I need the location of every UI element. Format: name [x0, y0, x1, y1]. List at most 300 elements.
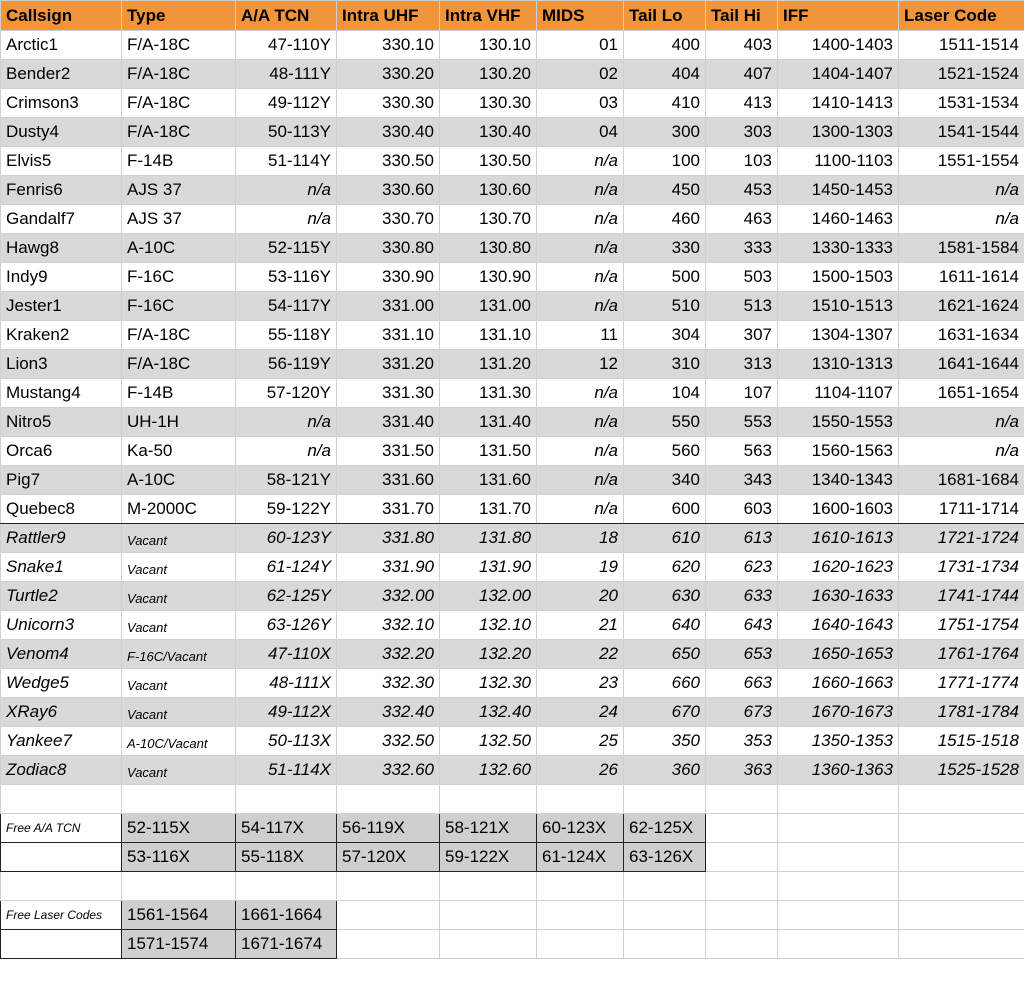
header-iff[interactable]: IFF: [778, 1, 899, 31]
cell-iff[interactable]: 1650-1653: [778, 640, 899, 669]
cell-intra-vhf[interactable]: 130.30: [440, 89, 537, 118]
cell-callsign[interactable]: Mustang4: [1, 379, 122, 408]
cell-intra-uhf[interactable]: 332.20: [337, 640, 440, 669]
cell-aa-tcn[interactable]: 50-113X: [236, 727, 337, 756]
empty-cell[interactable]: [537, 785, 624, 814]
cell-tail-lo[interactable]: 640: [624, 611, 706, 640]
cell-tail-hi[interactable]: 663: [706, 669, 778, 698]
cell-laser-code[interactable]: 1531-1534: [899, 89, 1024, 118]
cell-tail-hi[interactable]: 633: [706, 582, 778, 611]
cell-laser-code[interactable]: 1511-1514: [899, 31, 1024, 60]
cell-intra-vhf[interactable]: 131.50: [440, 437, 537, 466]
cell-aa-tcn[interactable]: 49-112X: [236, 698, 337, 727]
empty-cell[interactable]: [236, 785, 337, 814]
cell-mids[interactable]: 11: [537, 321, 624, 350]
cell-tail-hi[interactable]: 307: [706, 321, 778, 350]
cell-mids[interactable]: n/a: [537, 408, 624, 437]
cell-tail-lo[interactable]: 620: [624, 553, 706, 582]
cell-tail-lo[interactable]: 360: [624, 756, 706, 785]
cell-callsign[interactable]: Wedge5: [1, 669, 122, 698]
cell-tail-hi[interactable]: 513: [706, 292, 778, 321]
cell-iff[interactable]: 1600-1603: [778, 495, 899, 524]
empty-cell[interactable]: [337, 872, 440, 901]
cell-mids[interactable]: 25: [537, 727, 624, 756]
empty-cell[interactable]: [624, 901, 706, 930]
cell-aa-tcn[interactable]: 50-113Y: [236, 118, 337, 147]
cell-type[interactable]: Vacant: [122, 669, 236, 698]
empty-cell[interactable]: [706, 872, 778, 901]
free-laser-label[interactable]: Free Laser Codes: [1, 901, 122, 930]
empty-cell[interactable]: [440, 901, 537, 930]
cell-intra-vhf[interactable]: 130.10: [440, 31, 537, 60]
cell-aa-tcn[interactable]: 51-114X: [236, 756, 337, 785]
cell-mids[interactable]: n/a: [537, 466, 624, 495]
empty-cell[interactable]: [899, 872, 1024, 901]
cell-iff[interactable]: 1640-1643: [778, 611, 899, 640]
cell-iff[interactable]: 1550-1553: [778, 408, 899, 437]
cell-callsign[interactable]: XRay6: [1, 698, 122, 727]
cell-aa-tcn[interactable]: 52-115Y: [236, 234, 337, 263]
cell-callsign[interactable]: Dusty4: [1, 118, 122, 147]
cell-aa-tcn[interactable]: 56-119Y: [236, 350, 337, 379]
cell-type[interactable]: F-14B: [122, 147, 236, 176]
empty-cell[interactable]: [537, 901, 624, 930]
empty-cell[interactable]: [899, 843, 1024, 872]
cell-intra-vhf[interactable]: 131.40: [440, 408, 537, 437]
cell-type[interactable]: Vacant: [122, 611, 236, 640]
cell-mids[interactable]: 03: [537, 89, 624, 118]
cell-iff[interactable]: 1400-1403: [778, 31, 899, 60]
empty-cell[interactable]: [778, 785, 899, 814]
cell-mids[interactable]: 26: [537, 756, 624, 785]
cell-type[interactable]: F/A-18C: [122, 118, 236, 147]
cell-intra-uhf[interactable]: 332.10: [337, 611, 440, 640]
cell-aa-tcn[interactable]: 57-120Y: [236, 379, 337, 408]
empty-cell[interactable]: [778, 814, 899, 843]
cell-laser-code[interactable]: 1711-1714: [899, 495, 1024, 524]
free-tcn-cell[interactable]: 57-120X: [337, 843, 440, 872]
header-intra-vhf[interactable]: Intra VHF: [440, 1, 537, 31]
cell-aa-tcn[interactable]: 54-117Y: [236, 292, 337, 321]
cell-intra-vhf[interactable]: 132.50: [440, 727, 537, 756]
cell-intra-vhf[interactable]: 131.90: [440, 553, 537, 582]
empty-cell[interactable]: [440, 785, 537, 814]
cell-intra-vhf[interactable]: 130.50: [440, 147, 537, 176]
cell-callsign[interactable]: Venom4: [1, 640, 122, 669]
free-laser-label-spacer[interactable]: [1, 930, 122, 959]
header-intra-uhf[interactable]: Intra UHF: [337, 1, 440, 31]
cell-intra-vhf[interactable]: 130.80: [440, 234, 537, 263]
empty-cell[interactable]: [899, 930, 1024, 959]
cell-iff[interactable]: 1300-1303: [778, 118, 899, 147]
cell-tail-hi[interactable]: 303: [706, 118, 778, 147]
cell-tail-hi[interactable]: 343: [706, 466, 778, 495]
cell-mids[interactable]: n/a: [537, 147, 624, 176]
cell-iff[interactable]: 1630-1633: [778, 582, 899, 611]
free-tcn-cell[interactable]: 52-115X: [122, 814, 236, 843]
cell-intra-uhf[interactable]: 330.80: [337, 234, 440, 263]
cell-type[interactable]: M-2000C: [122, 495, 236, 524]
cell-type[interactable]: A-10C/Vacant: [122, 727, 236, 756]
cell-intra-uhf[interactable]: 331.70: [337, 495, 440, 524]
cell-iff[interactable]: 1404-1407: [778, 60, 899, 89]
cell-callsign[interactable]: Yankee7: [1, 727, 122, 756]
empty-cell[interactable]: [537, 872, 624, 901]
cell-mids[interactable]: n/a: [537, 379, 624, 408]
cell-type[interactable]: Vacant: [122, 553, 236, 582]
cell-aa-tcn[interactable]: 62-125Y: [236, 582, 337, 611]
empty-cell[interactable]: [899, 785, 1024, 814]
cell-tail-hi[interactable]: 553: [706, 408, 778, 437]
cell-laser-code[interactable]: 1631-1634: [899, 321, 1024, 350]
cell-laser-code[interactable]: 1731-1734: [899, 553, 1024, 582]
cell-tail-hi[interactable]: 603: [706, 495, 778, 524]
cell-intra-vhf[interactable]: 132.60: [440, 756, 537, 785]
cell-callsign[interactable]: Bender2: [1, 60, 122, 89]
cell-mids[interactable]: n/a: [537, 292, 624, 321]
cell-tail-lo[interactable]: 330: [624, 234, 706, 263]
cell-type[interactable]: F-14B: [122, 379, 236, 408]
cell-mids[interactable]: 24: [537, 698, 624, 727]
free-tcn-label[interactable]: Free A/A TCN: [1, 814, 122, 843]
cell-callsign[interactable]: Quebec8: [1, 495, 122, 524]
cell-laser-code[interactable]: 1581-1584: [899, 234, 1024, 263]
free-tcn-cell[interactable]: 59-122X: [440, 843, 537, 872]
cell-tail-lo[interactable]: 404: [624, 60, 706, 89]
cell-tail-lo[interactable]: 660: [624, 669, 706, 698]
empty-cell[interactable]: [440, 872, 537, 901]
header-aa-tcn[interactable]: A/A TCN: [236, 1, 337, 31]
cell-callsign[interactable]: Fenris6: [1, 176, 122, 205]
cell-intra-uhf[interactable]: 330.20: [337, 60, 440, 89]
cell-tail-lo[interactable]: 610: [624, 524, 706, 553]
cell-intra-uhf[interactable]: 331.80: [337, 524, 440, 553]
cell-iff[interactable]: 1100-1103: [778, 147, 899, 176]
cell-type[interactable]: F/A-18C: [122, 31, 236, 60]
cell-mids[interactable]: n/a: [537, 176, 624, 205]
cell-tail-hi[interactable]: 107: [706, 379, 778, 408]
cell-laser-code[interactable]: 1525-1528: [899, 756, 1024, 785]
cell-intra-uhf[interactable]: 330.30: [337, 89, 440, 118]
cell-type[interactable]: Vacant: [122, 698, 236, 727]
cell-type[interactable]: Ka-50: [122, 437, 236, 466]
empty-cell[interactable]: [778, 930, 899, 959]
cell-iff[interactable]: 1510-1513: [778, 292, 899, 321]
free-laser-cell[interactable]: 1671-1674: [236, 930, 337, 959]
header-callsign[interactable]: Callsign: [1, 1, 122, 31]
cell-intra-uhf[interactable]: 332.60: [337, 756, 440, 785]
empty-cell[interactable]: [1, 785, 122, 814]
cell-tail-lo[interactable]: 650: [624, 640, 706, 669]
empty-cell[interactable]: [706, 930, 778, 959]
cell-callsign[interactable]: Arctic1: [1, 31, 122, 60]
cell-intra-uhf[interactable]: 331.40: [337, 408, 440, 437]
cell-laser-code[interactable]: 1771-1774: [899, 669, 1024, 698]
cell-intra-uhf[interactable]: 331.30: [337, 379, 440, 408]
cell-mids[interactable]: 12: [537, 350, 624, 379]
header-tail-lo[interactable]: Tail Lo: [624, 1, 706, 31]
cell-aa-tcn[interactable]: n/a: [236, 408, 337, 437]
cell-iff[interactable]: 1500-1503: [778, 263, 899, 292]
free-tcn-cell[interactable]: 63-126X: [624, 843, 706, 872]
cell-callsign[interactable]: Orca6: [1, 437, 122, 466]
cell-iff[interactable]: 1460-1463: [778, 205, 899, 234]
cell-callsign[interactable]: Lion3: [1, 350, 122, 379]
cell-tail-hi[interactable]: 453: [706, 176, 778, 205]
cell-tail-lo[interactable]: 340: [624, 466, 706, 495]
cell-type[interactable]: AJS 37: [122, 205, 236, 234]
cell-intra-uhf[interactable]: 330.70: [337, 205, 440, 234]
free-tcn-cell[interactable]: 54-117X: [236, 814, 337, 843]
cell-iff[interactable]: 1410-1413: [778, 89, 899, 118]
cell-laser-code[interactable]: n/a: [899, 408, 1024, 437]
cell-mids[interactable]: n/a: [537, 205, 624, 234]
cell-type[interactable]: F-16C: [122, 292, 236, 321]
cell-mids[interactable]: 04: [537, 118, 624, 147]
cell-tail-hi[interactable]: 643: [706, 611, 778, 640]
cell-tail-hi[interactable]: 403: [706, 31, 778, 60]
cell-type[interactable]: F/A-18C: [122, 60, 236, 89]
cell-intra-uhf[interactable]: 330.90: [337, 263, 440, 292]
empty-cell[interactable]: [337, 930, 440, 959]
cell-tail-hi[interactable]: 413: [706, 89, 778, 118]
empty-cell[interactable]: [236, 872, 337, 901]
cell-callsign[interactable]: Pig7: [1, 466, 122, 495]
cell-laser-code[interactable]: 1781-1784: [899, 698, 1024, 727]
cell-mids[interactable]: n/a: [537, 263, 624, 292]
cell-laser-code[interactable]: 1521-1524: [899, 60, 1024, 89]
cell-intra-vhf[interactable]: 131.60: [440, 466, 537, 495]
cell-intra-uhf[interactable]: 331.50: [337, 437, 440, 466]
cell-tail-lo[interactable]: 670: [624, 698, 706, 727]
empty-cell[interactable]: [624, 785, 706, 814]
header-mids[interactable]: MIDS: [537, 1, 624, 31]
cell-tail-hi[interactable]: 613: [706, 524, 778, 553]
free-tcn-cell[interactable]: 53-116X: [122, 843, 236, 872]
free-tcn-cell[interactable]: 61-124X: [537, 843, 624, 872]
empty-cell[interactable]: [1, 872, 122, 901]
cell-callsign[interactable]: Jester1: [1, 292, 122, 321]
cell-iff[interactable]: 1610-1613: [778, 524, 899, 553]
cell-type[interactable]: Vacant: [122, 524, 236, 553]
cell-intra-uhf[interactable]: 332.50: [337, 727, 440, 756]
cell-mids[interactable]: n/a: [537, 437, 624, 466]
cell-laser-code[interactable]: 1551-1554: [899, 147, 1024, 176]
cell-tail-lo[interactable]: 500: [624, 263, 706, 292]
cell-callsign[interactable]: Nitro5: [1, 408, 122, 437]
cell-intra-vhf[interactable]: 130.90: [440, 263, 537, 292]
cell-mids[interactable]: 18: [537, 524, 624, 553]
cell-aa-tcn[interactable]: 51-114Y: [236, 147, 337, 176]
cell-mids[interactable]: 19: [537, 553, 624, 582]
cell-laser-code[interactable]: 1681-1684: [899, 466, 1024, 495]
cell-intra-uhf[interactable]: 331.90: [337, 553, 440, 582]
cell-tail-lo[interactable]: 400: [624, 31, 706, 60]
empty-cell[interactable]: [440, 930, 537, 959]
cell-tail-hi[interactable]: 623: [706, 553, 778, 582]
cell-iff[interactable]: 1340-1343: [778, 466, 899, 495]
cell-intra-vhf[interactable]: 131.20: [440, 350, 537, 379]
free-tcn-cell[interactable]: 60-123X: [537, 814, 624, 843]
cell-tail-lo[interactable]: 310: [624, 350, 706, 379]
cell-iff[interactable]: 1310-1313: [778, 350, 899, 379]
cell-callsign[interactable]: Crimson3: [1, 89, 122, 118]
free-tcn-cell[interactable]: 62-125X: [624, 814, 706, 843]
cell-type[interactable]: F/A-18C: [122, 89, 236, 118]
header-tail-hi[interactable]: Tail Hi: [706, 1, 778, 31]
cell-intra-vhf[interactable]: 132.40: [440, 698, 537, 727]
cell-tail-hi[interactable]: 333: [706, 234, 778, 263]
cell-mids[interactable]: 23: [537, 669, 624, 698]
cell-iff[interactable]: 1620-1623: [778, 553, 899, 582]
cell-aa-tcn[interactable]: n/a: [236, 176, 337, 205]
cell-aa-tcn[interactable]: 61-124Y: [236, 553, 337, 582]
cell-intra-uhf[interactable]: 330.10: [337, 31, 440, 60]
cell-laser-code[interactable]: 1515-1518: [899, 727, 1024, 756]
free-tcn-cell[interactable]: 58-121X: [440, 814, 537, 843]
cell-iff[interactable]: 1104-1107: [778, 379, 899, 408]
empty-cell[interactable]: [778, 872, 899, 901]
cell-intra-vhf[interactable]: 131.00: [440, 292, 537, 321]
cell-type[interactable]: Vacant: [122, 756, 236, 785]
empty-cell[interactable]: [624, 872, 706, 901]
cell-tail-lo[interactable]: 600: [624, 495, 706, 524]
empty-cell[interactable]: [122, 872, 236, 901]
cell-intra-uhf[interactable]: 330.60: [337, 176, 440, 205]
cell-intra-vhf[interactable]: 131.10: [440, 321, 537, 350]
cell-type[interactable]: F/A-18C: [122, 321, 236, 350]
cell-tail-lo[interactable]: 100: [624, 147, 706, 176]
cell-callsign[interactable]: Snake1: [1, 553, 122, 582]
cell-tail-lo[interactable]: 460: [624, 205, 706, 234]
cell-intra-uhf[interactable]: 332.30: [337, 669, 440, 698]
empty-cell[interactable]: [706, 785, 778, 814]
cell-aa-tcn[interactable]: 48-111Y: [236, 60, 337, 89]
cell-intra-uhf[interactable]: 331.20: [337, 350, 440, 379]
cell-intra-vhf[interactable]: 132.30: [440, 669, 537, 698]
cell-laser-code[interactable]: 1541-1544: [899, 118, 1024, 147]
cell-intra-vhf[interactable]: 130.70: [440, 205, 537, 234]
free-tcn-cell[interactable]: 55-118X: [236, 843, 337, 872]
cell-tail-hi[interactable]: 503: [706, 263, 778, 292]
cell-tail-hi[interactable]: 463: [706, 205, 778, 234]
cell-callsign[interactable]: Kraken2: [1, 321, 122, 350]
cell-mids[interactable]: 22: [537, 640, 624, 669]
empty-cell[interactable]: [706, 814, 778, 843]
cell-tail-hi[interactable]: 407: [706, 60, 778, 89]
cell-callsign[interactable]: Gandalf7: [1, 205, 122, 234]
cell-intra-vhf[interactable]: 131.70: [440, 495, 537, 524]
header-type[interactable]: Type: [122, 1, 236, 31]
cell-aa-tcn[interactable]: 47-110Y: [236, 31, 337, 60]
header-laser-code[interactable]: Laser Code: [899, 1, 1024, 31]
cell-type[interactable]: UH-1H: [122, 408, 236, 437]
empty-cell[interactable]: [778, 843, 899, 872]
cell-tail-hi[interactable]: 363: [706, 756, 778, 785]
cell-laser-code[interactable]: n/a: [899, 176, 1024, 205]
cell-iff[interactable]: 1560-1563: [778, 437, 899, 466]
cell-tail-lo[interactable]: 350: [624, 727, 706, 756]
cell-aa-tcn[interactable]: n/a: [236, 205, 337, 234]
cell-mids[interactable]: 20: [537, 582, 624, 611]
cell-callsign[interactable]: Unicorn3: [1, 611, 122, 640]
cell-tail-lo[interactable]: 560: [624, 437, 706, 466]
free-laser-cell[interactable]: 1661-1664: [236, 901, 337, 930]
cell-iff[interactable]: 1670-1673: [778, 698, 899, 727]
free-tcn-cell[interactable]: 56-119X: [337, 814, 440, 843]
cell-type[interactable]: A-10C: [122, 234, 236, 263]
empty-cell[interactable]: [337, 901, 440, 930]
cell-iff[interactable]: 1330-1333: [778, 234, 899, 263]
cell-callsign[interactable]: Turtle2: [1, 582, 122, 611]
cell-intra-vhf[interactable]: 132.10: [440, 611, 537, 640]
cell-tail-lo[interactable]: 104: [624, 379, 706, 408]
cell-intra-uhf[interactable]: 330.50: [337, 147, 440, 176]
cell-laser-code[interactable]: 1651-1654: [899, 379, 1024, 408]
cell-tail-hi[interactable]: 673: [706, 698, 778, 727]
cell-intra-uhf[interactable]: 332.40: [337, 698, 440, 727]
cell-laser-code[interactable]: n/a: [899, 437, 1024, 466]
cell-intra-uhf[interactable]: 331.60: [337, 466, 440, 495]
cell-tail-hi[interactable]: 653: [706, 640, 778, 669]
empty-cell[interactable]: [537, 930, 624, 959]
cell-intra-uhf[interactable]: 332.00: [337, 582, 440, 611]
empty-cell[interactable]: [706, 901, 778, 930]
cell-tail-lo[interactable]: 410: [624, 89, 706, 118]
cell-type[interactable]: F/A-18C: [122, 350, 236, 379]
cell-intra-vhf[interactable]: 132.00: [440, 582, 537, 611]
cell-laser-code[interactable]: 1641-1644: [899, 350, 1024, 379]
cell-intra-vhf[interactable]: 131.30: [440, 379, 537, 408]
cell-mids[interactable]: n/a: [537, 234, 624, 263]
cell-type[interactable]: Vacant: [122, 582, 236, 611]
empty-cell[interactable]: [624, 930, 706, 959]
free-laser-cell[interactable]: 1571-1574: [122, 930, 236, 959]
cell-laser-code[interactable]: 1721-1724: [899, 524, 1024, 553]
cell-iff[interactable]: 1660-1663: [778, 669, 899, 698]
cell-intra-uhf[interactable]: 330.40: [337, 118, 440, 147]
cell-tail-lo[interactable]: 450: [624, 176, 706, 205]
cell-tail-hi[interactable]: 563: [706, 437, 778, 466]
empty-cell[interactable]: [899, 814, 1024, 843]
cell-aa-tcn[interactable]: 55-118Y: [236, 321, 337, 350]
cell-intra-uhf[interactable]: 331.10: [337, 321, 440, 350]
free-tcn-label-spacer[interactable]: [1, 843, 122, 872]
cell-type[interactable]: A-10C: [122, 466, 236, 495]
cell-aa-tcn[interactable]: 59-122Y: [236, 495, 337, 524]
cell-mids[interactable]: 21: [537, 611, 624, 640]
cell-mids[interactable]: 01: [537, 31, 624, 60]
cell-type[interactable]: AJS 37: [122, 176, 236, 205]
cell-tail-lo[interactable]: 300: [624, 118, 706, 147]
cell-callsign[interactable]: Indy9: [1, 263, 122, 292]
cell-iff[interactable]: 1304-1307: [778, 321, 899, 350]
cell-tail-hi[interactable]: 313: [706, 350, 778, 379]
cell-laser-code[interactable]: 1741-1744: [899, 582, 1024, 611]
cell-tail-hi[interactable]: 353: [706, 727, 778, 756]
cell-aa-tcn[interactable]: 48-111X: [236, 669, 337, 698]
cell-iff[interactable]: 1360-1363: [778, 756, 899, 785]
cell-callsign[interactable]: Elvis5: [1, 147, 122, 176]
cell-type[interactable]: F-16C/Vacant: [122, 640, 236, 669]
cell-intra-vhf[interactable]: 132.20: [440, 640, 537, 669]
empty-cell[interactable]: [706, 843, 778, 872]
cell-laser-code[interactable]: 1751-1754: [899, 611, 1024, 640]
empty-cell[interactable]: [899, 901, 1024, 930]
cell-laser-code[interactable]: 1761-1764: [899, 640, 1024, 669]
cell-intra-vhf[interactable]: 130.60: [440, 176, 537, 205]
cell-tail-lo[interactable]: 510: [624, 292, 706, 321]
